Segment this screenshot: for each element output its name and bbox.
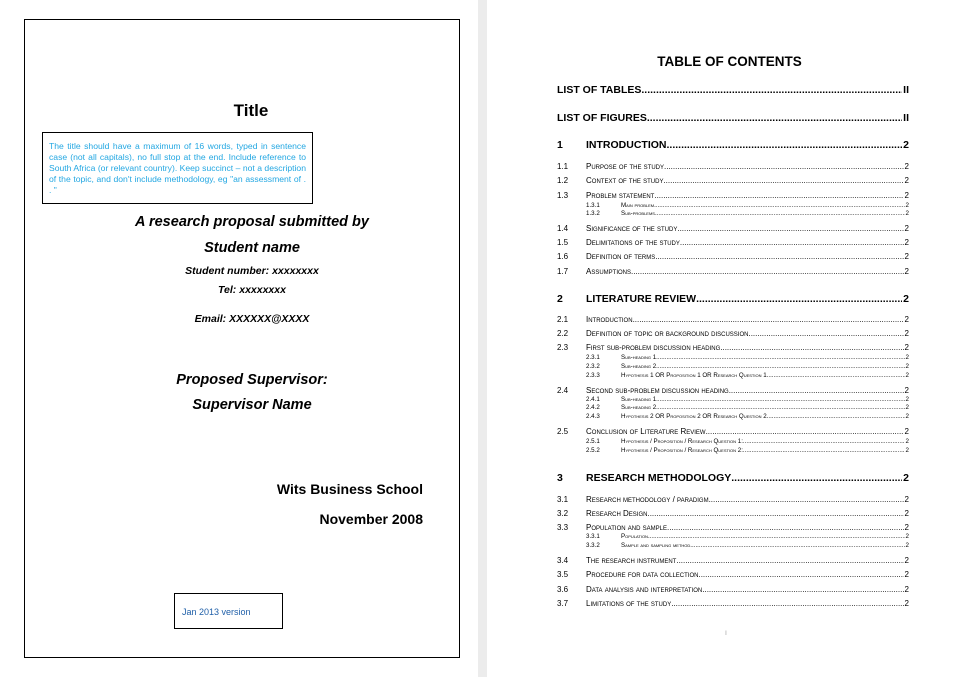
toc-entry-page: 2 <box>904 570 909 579</box>
toc-entry[interactable] <box>557 238 909 247</box>
toc-entry-label: Conclusion of Literature Review <box>586 427 706 436</box>
toc-dot-leader <box>676 556 903 565</box>
toc-entry-label: Sub-heading 1 <box>621 396 657 403</box>
toc-entry-label: LITERATURE REVIEW <box>586 293 697 305</box>
toc-entry-label: INTRODUCTION <box>586 139 667 151</box>
toc-entry-number: 2.4.1 <box>586 396 600 403</box>
toc-entry[interactable] <box>557 533 909 540</box>
toc-entry-label: Significance of the study <box>586 224 678 233</box>
toc-entry[interactable] <box>557 427 909 436</box>
toc-dot-leader <box>743 438 905 445</box>
toc-entry[interactable] <box>557 556 909 565</box>
toc-entry[interactable] <box>557 315 909 324</box>
table-of-contents-page <box>487 0 972 677</box>
toc-entry-page: 2 <box>904 162 909 171</box>
toc-entry[interactable] <box>557 176 909 185</box>
toc-entry-page: 2 <box>904 556 909 565</box>
toc-entry-label: Sub-heading 2 <box>621 363 657 370</box>
toc-entry-label: Hypothesis / Proposition / Research Question 2: <box>621 447 743 454</box>
toc-dot-leader <box>647 112 902 124</box>
toc-entry-page: 2 <box>903 293 909 305</box>
toc-dot-leader <box>663 176 903 185</box>
toc-dot-leader <box>706 427 904 436</box>
cover-page <box>0 0 478 677</box>
toc-entry-page: 2 <box>904 427 909 436</box>
toc-dot-leader <box>698 570 903 579</box>
toc-entry-label: Assumptions <box>586 267 632 276</box>
submission-date: November 2008 <box>319 511 423 527</box>
toc-dot-leader <box>648 533 905 540</box>
toc-entry-number: 3.7 <box>557 599 569 608</box>
toc-entry-page: II <box>903 112 909 124</box>
toc-entry-label: Sample and sampling method <box>621 542 691 549</box>
toc-entry-number: 1.3.2 <box>586 210 600 217</box>
toc-entry-page: 2 <box>905 363 909 370</box>
toc-entry-number: 3.3 <box>557 523 569 532</box>
toc-dot-leader <box>671 599 903 608</box>
toc-entry-number: 1.1 <box>557 162 569 171</box>
email-address: Email: XXXXXX@XXXX <box>194 313 310 325</box>
toc-entry[interactable] <box>557 354 909 361</box>
toc-entry-page: 2 <box>904 585 909 594</box>
toc-entry[interactable] <box>557 404 909 411</box>
toc-entry-page: 2 <box>904 386 909 395</box>
toc-dot-leader <box>729 386 904 395</box>
toc-entry-label: Second sub-problem discussion heading <box>586 386 729 395</box>
toc-entry-label: Definition of terms <box>586 252 656 261</box>
toc-entry[interactable] <box>557 202 909 209</box>
toc-dot-leader <box>654 202 904 209</box>
toc-entry[interactable] <box>557 542 909 549</box>
toc-entry[interactable] <box>557 139 909 151</box>
toc-entry-label: Main problem <box>621 202 655 209</box>
proposed-supervisor-heading: Proposed Supervisor: <box>176 372 328 388</box>
toc-entry-label: Sub-problems <box>621 210 655 217</box>
toc-entry-page: 2 <box>905 404 909 411</box>
toc-entry-label: Population and sample <box>586 523 668 532</box>
title-guidance-note: The title should have a maximum of 16 words, typed in sentence case (not all capitals), no full stop at the end. Include reference to South Africa (or relevant country). Keep succinct – not a description of the topic, and don't include methodology, eg "an assessment of . . " <box>42 132 313 204</box>
toc-entry-page: 2 <box>905 396 909 403</box>
toc-entry-page: 2 <box>903 472 909 484</box>
toc-entry-page: 2 <box>905 438 909 445</box>
toc-entry-number: 3 <box>557 472 563 484</box>
toc-dot-leader <box>677 224 903 233</box>
toc-entry-label: Research Design <box>586 509 648 518</box>
toc-entry-number: 3.3.2 <box>586 542 600 549</box>
toc-entry-number: 2.3.2 <box>586 363 600 370</box>
toc-entry[interactable] <box>557 523 909 532</box>
toc-dot-leader <box>731 472 902 484</box>
toc-entry[interactable] <box>557 413 909 420</box>
telephone: Tel: xxxxxxxx <box>218 284 286 296</box>
toc-entry-label: Research methodology / paradigm <box>586 495 709 504</box>
toc-list <box>487 0 972 677</box>
toc-dot-leader <box>702 585 903 594</box>
toc-entry[interactable] <box>557 438 909 445</box>
toc-dot-leader <box>647 509 903 518</box>
toc-entry-number: 2.5 <box>557 427 569 436</box>
supervisor-name: Supervisor Name <box>192 397 312 413</box>
toc-entry-page: 2 <box>904 191 909 200</box>
toc-entry-number: 1.3.1 <box>586 202 600 209</box>
toc-entry-number: 2.5.2 <box>586 447 600 454</box>
toc-entry[interactable] <box>557 210 909 217</box>
toc-entry[interactable] <box>557 396 909 403</box>
toc-entry-number: 1.7 <box>557 267 569 276</box>
toc-entry-page: 2 <box>904 238 909 247</box>
toc-dot-leader <box>656 396 904 403</box>
toc-dot-leader <box>667 523 904 532</box>
toc-entry-page: 2 <box>905 372 909 379</box>
toc-entry-number: 3.3.1 <box>586 533 600 540</box>
toc-title: TABLE OF CONTENTS <box>657 54 802 69</box>
toc-entry-number: 3.6 <box>557 585 569 594</box>
toc-entry-number: 2.5.1 <box>586 438 600 445</box>
toc-entry[interactable] <box>557 343 909 352</box>
toc-entry-number: 2.2 <box>557 329 569 338</box>
toc-entry-number: 3.2 <box>557 509 569 518</box>
student-name: Student name <box>204 240 300 256</box>
toc-entry[interactable] <box>557 570 909 579</box>
toc-dot-leader <box>743 447 905 454</box>
toc-entry-label: Data analysis and interpretation <box>586 585 703 594</box>
page-number: I <box>725 631 727 637</box>
toc-entry-number: 2.4 <box>557 386 569 395</box>
toc-entry[interactable] <box>557 329 909 338</box>
toc-entry-label: Hypothesis / Proposition / Research Question 1: <box>621 438 743 445</box>
toc-dot-leader <box>767 413 905 420</box>
toc-entry-page: 2 <box>905 447 909 454</box>
toc-entry-label: LIST OF TABLES <box>557 84 642 96</box>
toc-dot-leader <box>656 404 904 411</box>
toc-entry-number: 1.6 <box>557 252 569 261</box>
toc-entry-page: 2 <box>903 139 909 151</box>
toc-entry-label: Context of the study <box>586 176 664 185</box>
toc-entry-page: 2 <box>904 267 909 276</box>
toc-entry[interactable] <box>557 293 909 305</box>
toc-entry-label: Problem statement <box>586 191 655 200</box>
toc-entry-label: LIST OF FIGURES <box>557 112 647 124</box>
toc-entry-label: Procedure for data collection <box>586 570 699 579</box>
toc-entry-number: 2.3.1 <box>586 354 600 361</box>
toc-entry-page: 2 <box>905 354 909 361</box>
toc-entry[interactable] <box>557 372 909 379</box>
toc-dot-leader <box>656 354 904 361</box>
toc-entry-number: 2.4.2 <box>586 404 600 411</box>
toc-entry[interactable] <box>557 447 909 454</box>
toc-entry-page: 2 <box>905 533 909 540</box>
toc-entry-number: 2.1 <box>557 315 569 324</box>
toc-entry-page: II <box>903 84 909 96</box>
toc-entry-label: Sub-heading 2 <box>621 404 657 411</box>
toc-entry-label: The research instrument <box>586 556 677 565</box>
toc-entry-label: Hypothesis 2 OR Proposition 2 OR Research Question 2 <box>621 413 767 420</box>
toc-dot-leader <box>709 495 904 504</box>
toc-dot-leader <box>720 343 903 352</box>
toc-entry-page: 2 <box>904 176 909 185</box>
student-number: Student number: xxxxxxxx <box>185 265 319 277</box>
toc-dot-leader <box>767 372 905 379</box>
toc-entry-page: 2 <box>905 413 909 420</box>
toc-entry-page: 2 <box>904 252 909 261</box>
toc-entry-number: 3.4 <box>557 556 569 565</box>
submitted-by-line: A research proposal submitted by <box>135 214 369 230</box>
toc-entry-number: 1.4 <box>557 224 569 233</box>
toc-entry-number: 2.3.3 <box>586 372 600 379</box>
toc-entry-label: Limitations of the study <box>586 599 672 608</box>
toc-entry-number: 1.5 <box>557 238 569 247</box>
toc-entry[interactable] <box>557 191 909 200</box>
toc-dot-leader <box>667 139 903 151</box>
toc-entry[interactable] <box>557 472 909 484</box>
toc-entry-label: Hypothesis 1 OR Proposition 1 OR Research Question 1 <box>621 372 767 379</box>
toc-entry-page: 2 <box>904 509 909 518</box>
toc-entry-label: First sub-problem discussion heading <box>586 343 721 352</box>
toc-entry-page: 2 <box>905 202 909 209</box>
toc-entry-label: RESEARCH METHODOLOGY <box>586 472 732 484</box>
toc-dot-leader <box>664 162 904 171</box>
toc-entry-number: 2.3 <box>557 343 569 352</box>
toc-dot-leader <box>633 315 904 324</box>
toc-entry-page: 2 <box>904 599 909 608</box>
toc-dot-leader <box>680 238 904 247</box>
toc-entry-number: 1.2 <box>557 176 569 185</box>
toc-entry-label: Delimitations of the study <box>586 238 680 247</box>
toc-entry-label: Purpose of the study <box>586 162 665 171</box>
toc-entry-label: Introduction <box>586 315 633 324</box>
toc-dot-leader <box>690 542 904 549</box>
toc-dot-leader <box>656 363 904 370</box>
toc-entry-label: Definition of topic or background discussion <box>586 329 749 338</box>
toc-entry-number: 1.3 <box>557 191 569 200</box>
toc-dot-leader <box>748 329 903 338</box>
toc-dot-leader <box>655 252 903 261</box>
toc-dot-leader <box>631 267 904 276</box>
cover-title: Title <box>233 101 269 120</box>
toc-dot-leader <box>696 293 902 305</box>
toc-entry[interactable] <box>557 599 909 608</box>
toc-entry-page: 2 <box>904 329 909 338</box>
toc-entry[interactable] <box>557 267 909 276</box>
toc-dot-leader <box>641 84 902 96</box>
toc-entry-number: 3.1 <box>557 495 569 504</box>
toc-entry[interactable] <box>557 509 909 518</box>
toc-entry[interactable] <box>557 112 909 124</box>
toc-entry-number: 3.5 <box>557 570 569 579</box>
toc-entry-label: Sub-heading 1 <box>621 354 657 361</box>
toc-dot-leader <box>655 210 905 217</box>
version-box: Jan 2013 version <box>174 593 283 629</box>
toc-entry-label: Population <box>621 533 648 540</box>
toc-entry-page: 2 <box>904 523 909 532</box>
toc-entry[interactable] <box>557 386 909 395</box>
toc-entry-page: 2 <box>904 495 909 504</box>
toc-entry-number: 2 <box>557 293 563 305</box>
toc-entry[interactable] <box>557 84 909 96</box>
toc-dot-leader <box>654 191 903 200</box>
toc-entry-page: 2 <box>904 343 909 352</box>
toc-entry[interactable] <box>557 162 909 171</box>
toc-entry-number: 2.4.3 <box>586 413 600 420</box>
toc-entry[interactable] <box>557 252 909 261</box>
toc-entry[interactable] <box>557 495 909 504</box>
toc-entry[interactable] <box>557 363 909 370</box>
toc-entry-page: 2 <box>904 315 909 324</box>
toc-entry-number: 1 <box>557 139 563 151</box>
toc-entry[interactable] <box>557 585 909 594</box>
toc-entry[interactable] <box>557 224 909 233</box>
school-name: Wits Business School <box>276 481 423 497</box>
toc-entry-page: 2 <box>904 224 909 233</box>
toc-entry-page: 2 <box>905 210 909 217</box>
toc-entry-page: 2 <box>905 542 909 549</box>
